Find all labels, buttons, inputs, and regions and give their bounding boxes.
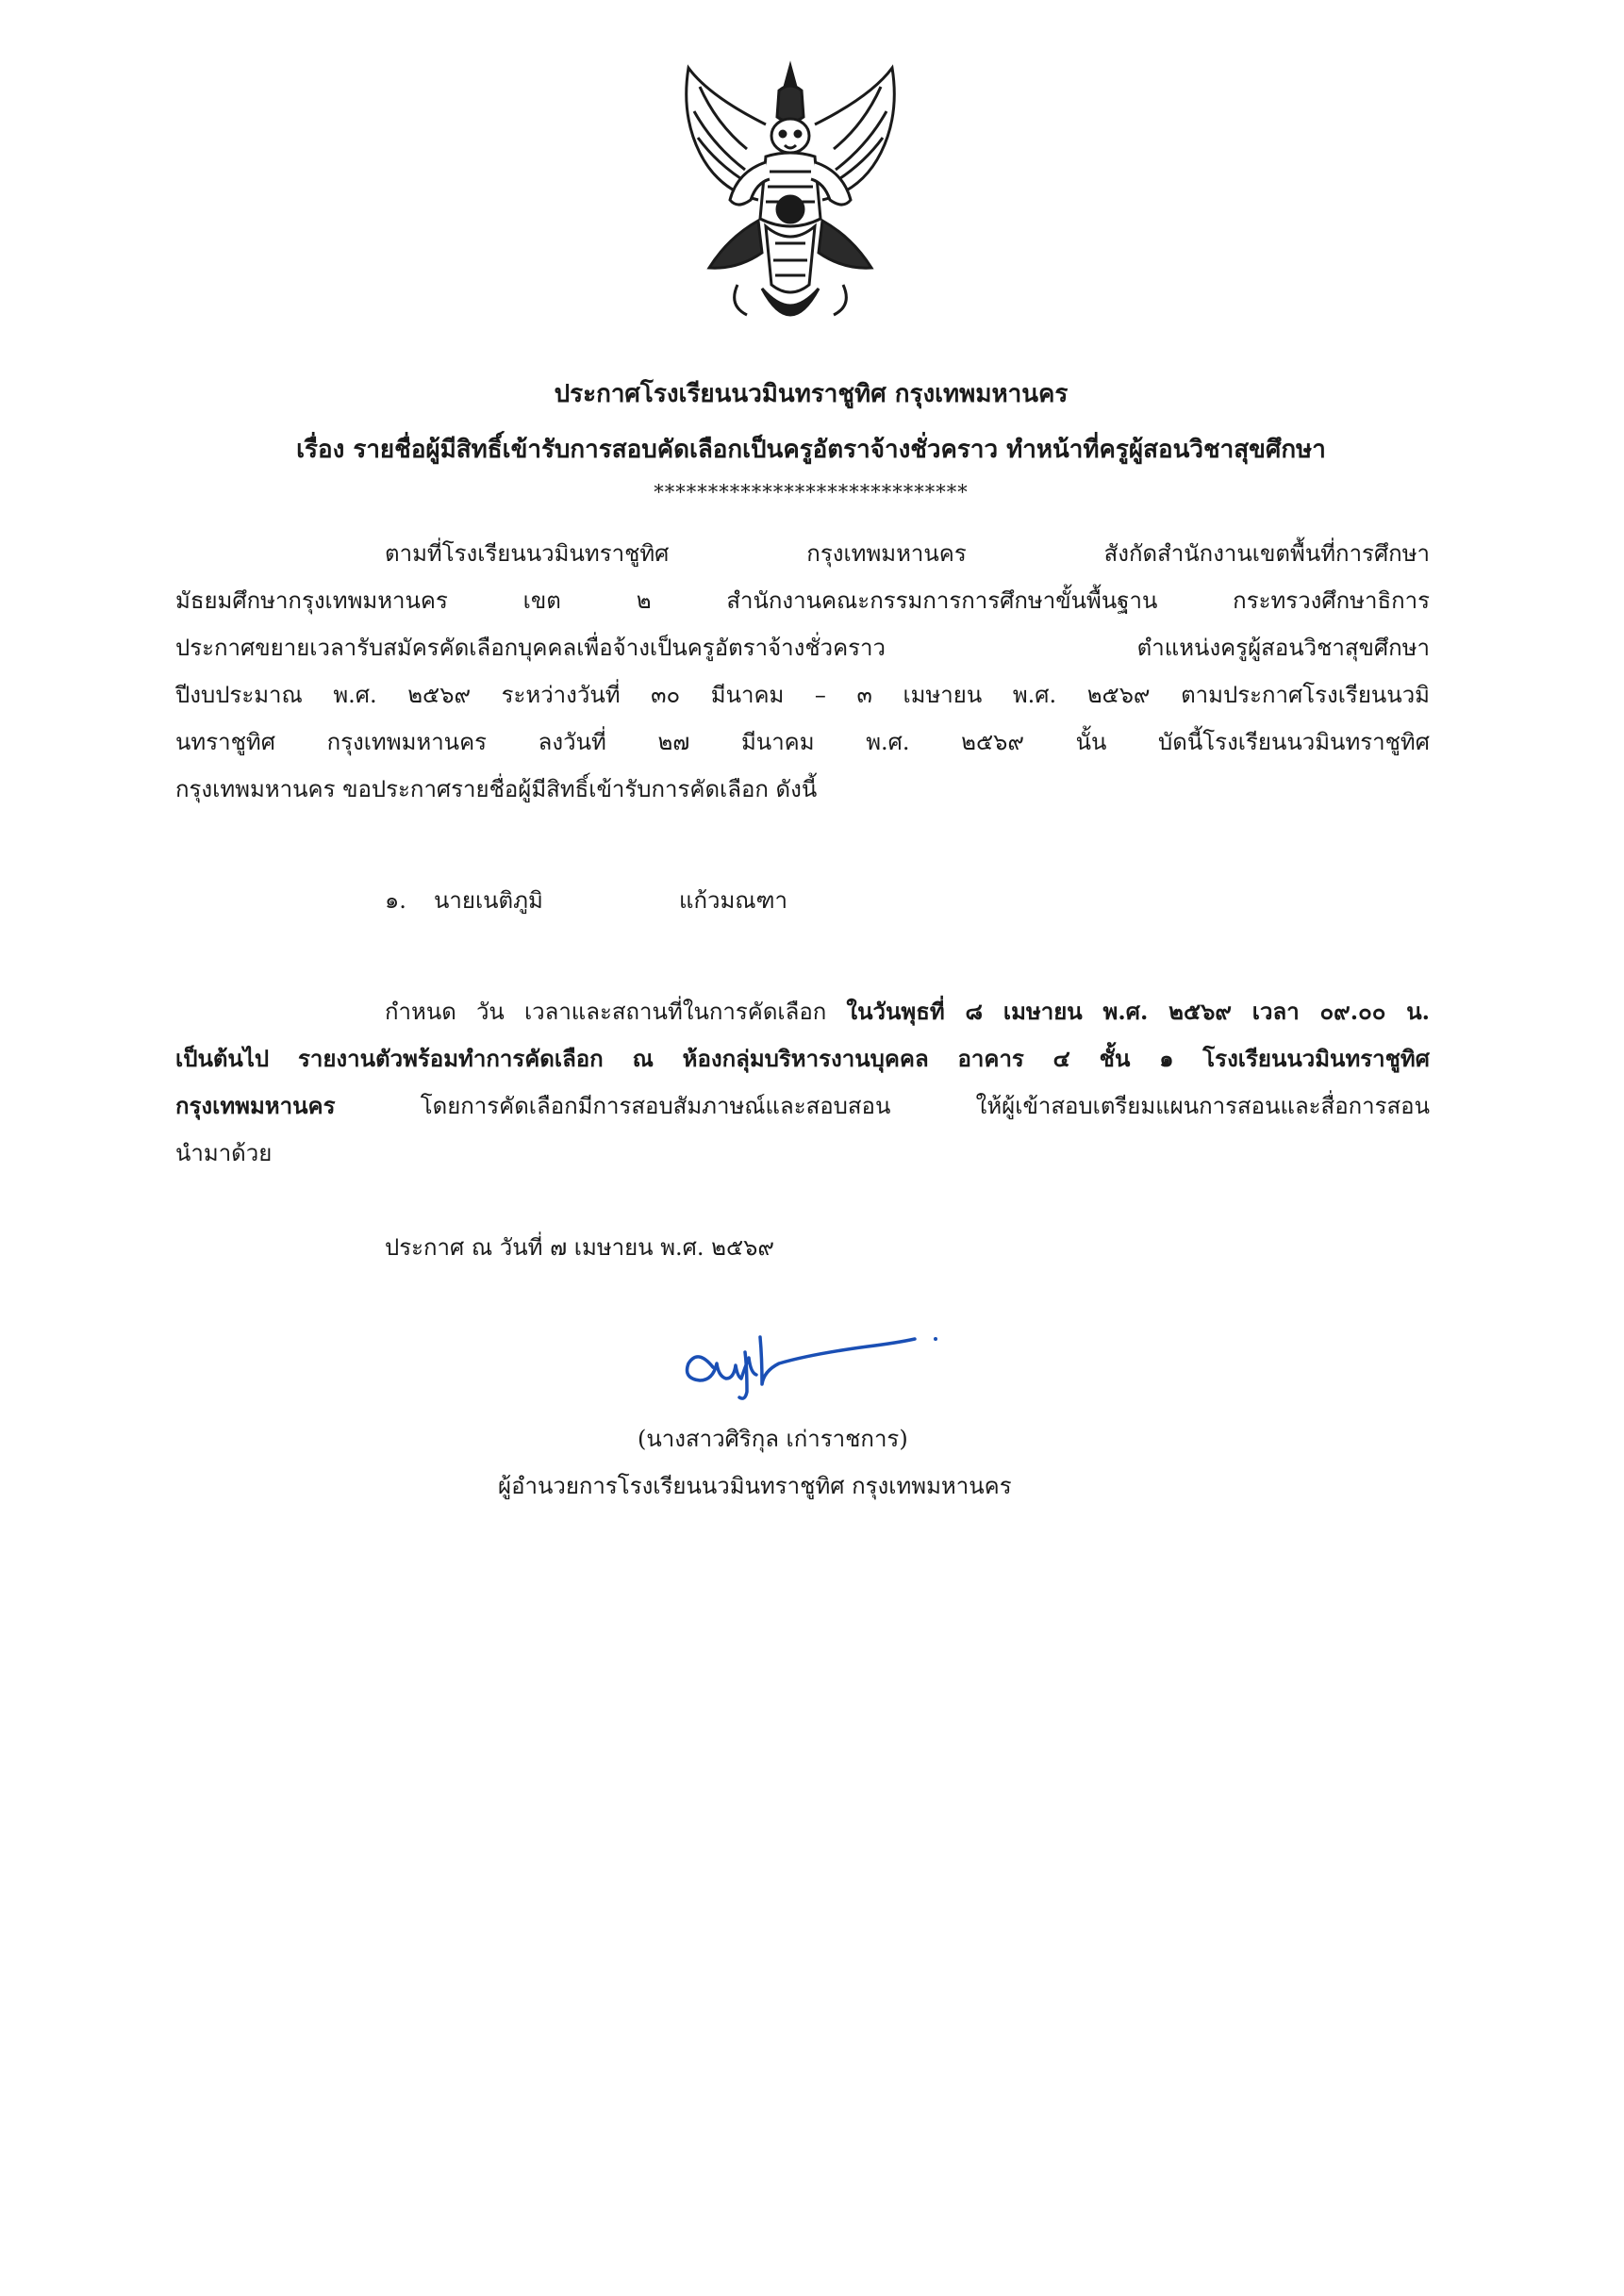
candidate-number: ๑. — [385, 887, 406, 914]
paragraph1-line3: ประกาศขยายเวลารับสมัครคัดเลือกบุคคลเพื่อจ้างเป็นครูอัตราจ้างชั่วคราว ตำแหน่งครูผู้สอนวิชาสุขศึกษา — [175, 635, 1430, 661]
paragraph2-line3 — [175, 1087, 1430, 1125]
garuda-emblem-icon — [671, 58, 909, 341]
schedule-details: โดยการคัดเลือกมีการสอบสัมภาษณ์และสอบสอน ให้ผู้เข้าสอบเตรียมแผนการสอนและสื่อการสอน — [335, 1093, 1430, 1119]
signatory-position: ผู้อำนวยการโรงเรียนนวมินทราชูทิศ กรุงเทพมหานคร — [498, 1473, 1012, 1499]
announcement-subject: เรื่อง รายชื่อผู้มีสิทธิ์เข้ารับการสอบคัดเลือกเป็นครูอัตราจ้างชั่วคราว ทำหน้าที่ครูผู้สอนวิชาสุขศึกษา — [296, 436, 1326, 464]
candidate-last-name: แก้วมณฑา — [679, 887, 787, 914]
signatory-name: (นางสาวศิริกุล เก่าราชการ) — [638, 1426, 908, 1452]
schedule-date: ในวันพุธที่ ๘ เมษายน พ.ศ. ๒๕๖๙ เวลา ๐๙.๐๐ น. — [846, 998, 1430, 1025]
paragraph1-line5: นทราชูทิศ กรุงเทพมหานคร ลงวันที่ ๒๗ มีนาคม พ.ศ. ๒๕๖๙ นั้น บัดนี้โรงเรียนนวมินทราชูทิศ — [175, 729, 1430, 755]
paragraph2-line1 — [175, 993, 1430, 1031]
paragraph1-line4: ปีงบประมาณ พ.ศ. ๒๕๖๙ ระหว่างวันที่ ๓๐ มีนาคม – ๓ เมษายน พ.ศ. ๒๕๖๙ ตามประกาศโรงเรียนนวมิ — [175, 682, 1430, 708]
schedule-city: กรุงเทพมหานคร — [175, 1092, 336, 1119]
announcement-title: ประกาศโรงเรียนนวมินทราชูทิศ กรุงเทพมหานคร — [554, 380, 1069, 408]
paragraph1-line6: กรุงเทพมหานคร ขอประกาศรายชื่อผู้มีสิทธิ์เข้ารับการคัดเลือก ดังนี้ — [175, 776, 818, 802]
handwritten-signature — [679, 1311, 962, 1414]
paragraph1-line2: มัธยมศึกษากรุงเทพมหานคร เขต ๒ สำนักงานคณะกรรมการการศึกษาขั้นพื้นฐาน กระทรวงศึกษาธิการ — [175, 587, 1430, 614]
candidate-first-name: นายเนติภูมิ — [434, 887, 543, 914]
paragraph2-line2: เป็นต้นไป รายงานตัวพร้อมทำการคัดเลือก ณ ห้องกลุ่มบริหารงานบุคคล อาคาร ๔ ชั้น ๑ โรงเรียนนวมินทราชูทิศ — [175, 1045, 1430, 1072]
paragraph1-line1: ตามที่โรงเรียนนวมินทราชูทิศ กรุงเทพมหานคร สังกัดสำนักงานเขตพื้นที่การศึกษา — [385, 540, 1430, 567]
paragraph2-line4: นำมาด้วย — [175, 1140, 273, 1166]
title-divider: ***************************** — [654, 481, 969, 504]
announced-date: ประกาศ ณ วันที่ ๗ เมษายน พ.ศ. ๒๕๖๙ — [385, 1234, 774, 1261]
schedule-intro: กำหนด วัน เวลาและสถานที่ในการคัดเลือก — [385, 999, 847, 1025]
